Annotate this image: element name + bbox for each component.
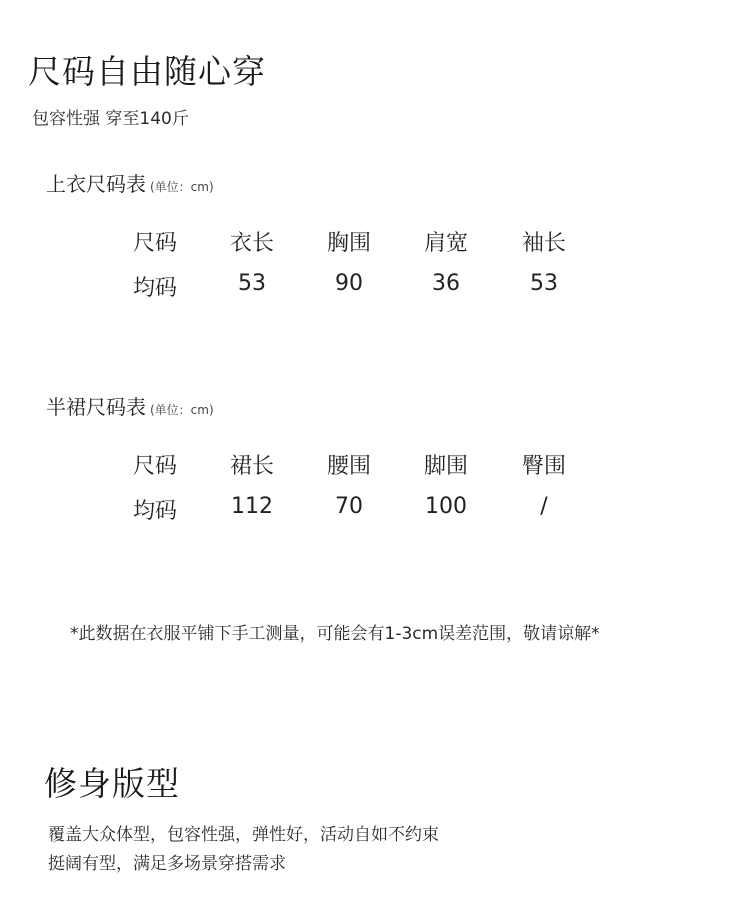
table-cell: 70 <box>335 494 363 519</box>
table-header-cell: 尺码 <box>132 231 177 256</box>
skirt-size-table-heading: 半裙尺码表 <box>46 395 146 419</box>
fit-section-title: 修身版型 <box>44 764 180 803</box>
table-header-cell: 裙长 <box>229 454 274 479</box>
table-row <box>110 494 600 539</box>
table-header-cell: 尺码 <box>132 454 177 479</box>
skirt-size-table <box>110 449 600 539</box>
page-subtitle: 包容性强 穿至140斤 <box>32 109 189 129</box>
table-header-cell: 袖长 <box>521 231 566 256</box>
top-size-table-unit: (单位：cm) <box>150 180 214 194</box>
table-header-cell: 脚围 <box>423 454 468 479</box>
table-cell: 36 <box>432 271 460 296</box>
table-header-cell: 腰围 <box>326 454 371 479</box>
top-size-table-heading: 上衣尺码表 <box>46 172 146 196</box>
page-title: 尺码自由随心穿 <box>28 52 266 91</box>
table-cell: 53 <box>238 271 266 296</box>
table-cell: 53 <box>530 271 558 296</box>
table-header-cell: 衣长 <box>229 231 274 256</box>
table-header-row <box>110 449 600 494</box>
table-cell: 90 <box>335 271 363 296</box>
table-header-cell: 臀围 <box>521 454 566 479</box>
skirt-size-table-unit: (单位：cm) <box>150 403 214 417</box>
table-cell: 均码 <box>132 276 177 301</box>
measurement-note: *此数据在衣服平铺下手工测量，可能会有1-3cm误差范围，敬请谅解* <box>70 624 600 644</box>
table-cell: 112 <box>231 494 273 519</box>
table-cell: 均码 <box>132 499 177 524</box>
table-cell: 100 <box>425 494 467 519</box>
top-size-table-title <box>46 168 214 197</box>
fit-description-line: 挺阔有型，满足多场景穿搭需求 <box>48 854 286 874</box>
fit-description-line: 覆盖大众体型，包容性强，弹性好，活动自如不约束 <box>48 825 439 845</box>
top-size-table <box>110 226 600 316</box>
table-header-row <box>110 226 600 271</box>
table-cell: / <box>540 494 548 519</box>
table-row <box>110 271 600 316</box>
skirt-size-table-title <box>46 391 214 420</box>
table-header-cell: 胸围 <box>326 231 371 256</box>
table-header-cell: 肩宽 <box>423 231 468 256</box>
